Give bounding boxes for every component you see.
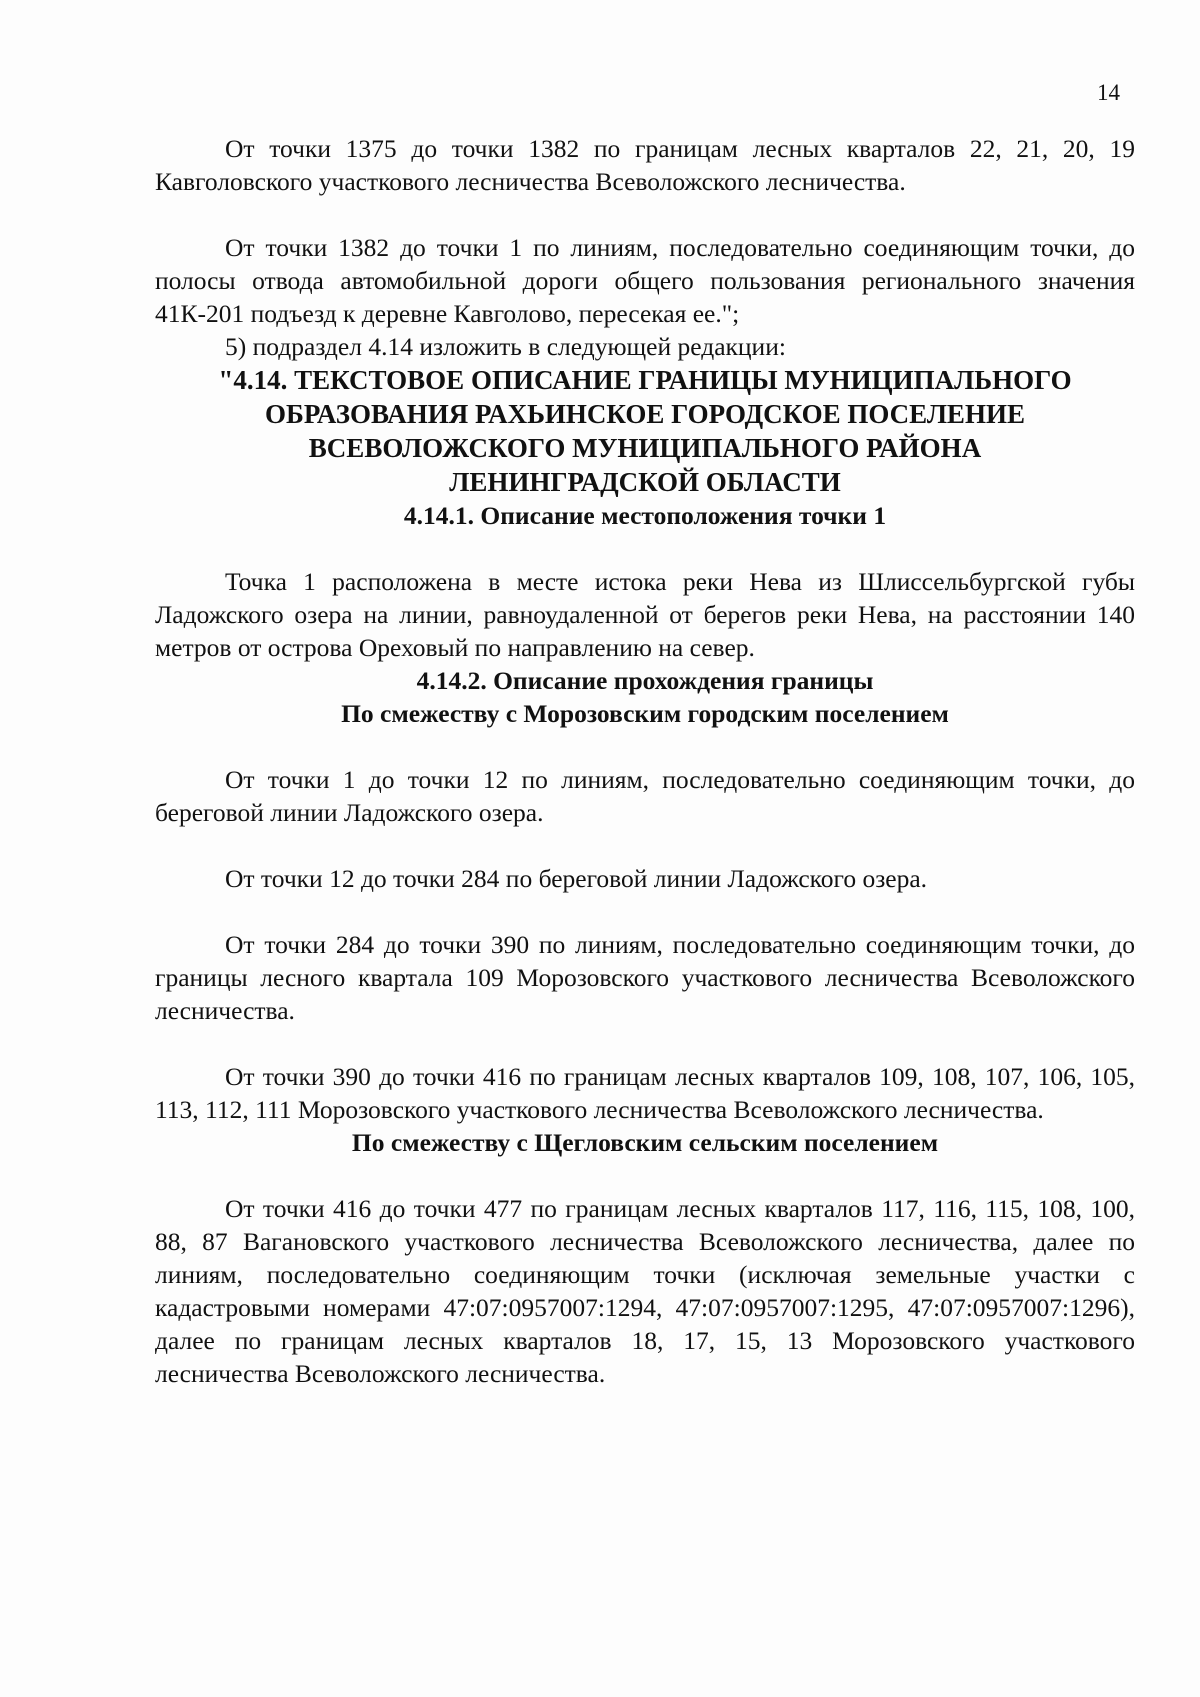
- heading-morozovskoe: По смежеству с Морозовским городским поселением: [341, 699, 949, 728]
- paragraph-morozovskoe-2: От точки 12 до точки 284 по береговой линии Ладожского озера.: [225, 864, 928, 893]
- paragraph-scheglovskoe-1: От точки 416 до точки 477 по границам лесных кварталов 117, 116, 115, 108, 100, 88, 87 Вагановского участкового лесничества Всеволожского лесничества, далее по линиям, последовательно соединяющим точки (исключая земельные участки с кадастровыми номерами 47:07:0957007:1294, 47:07:0957007:1295, 47:07:0957007:1296), далее по границам лесных кварталов 18, 17, 15, 13 Морозовского участкового лесничества Всеволожского лесничества.: [155, 1194, 1135, 1388]
- section-title: [155, 363, 1135, 499]
- title-line-3: ВСЕВОЛОЖСКОГО МУНИЦИПАЛЬНОГО РАЙОНА: [308, 433, 982, 463]
- heading-scheglovskoe: По смежеству с Щегловским сельским поселением: [351, 1128, 939, 1157]
- title-line-2: ОБРАЗОВАНИЯ РАХЬИНСКОЕ ГОРОДСКОЕ ПОСЕЛЕНИЕ: [265, 399, 1025, 429]
- paragraph-intro-2: От точки 1382 до точки 1 по линиям, последовательно соединяющим точки, до полосы отвода автомобильной дороги общего пользования регионального значения 41К-201 подъезд к деревне Кавголово, пересекая ее.";: [155, 233, 1135, 328]
- paragraph-morozovskoe-3: От точки 284 до точки 390 по линиям, последовательно соединяющим точки, до границы лесного квартала 109 Морозовского участкового лесничества Всеволожского лесничества.: [155, 930, 1135, 1025]
- paragraph-morozovskoe-1: От точки 1 до точки 12 по линиям, последовательно соединяющим точки, до береговой линии Ладожского озера.: [155, 765, 1135, 827]
- paragraph-point-1: Точка 1 расположена в месте истока реки Нева из Шлиссельбургской губы Ладожского озера на линии, равноудаленной от берегов реки Нева, на расстоянии 140 метров от острова Ореховый по направлению на север.: [155, 567, 1135, 662]
- paragraph-intro-1: От точки 1375 до точки 1382 по границам лесных кварталов 22, 21, 20, 19 Кавголовского участкового лесничества Всеволожского лесничества.: [155, 134, 1135, 196]
- title-line-1: "4.14. ТЕКСТОВОЕ ОПИСАНИЕ ГРАНИЦЫ МУНИЦИПАЛЬНОГО: [218, 365, 1072, 395]
- document-body: [155, 132, 1135, 1390]
- paragraph-amendment-item: 5) подраздел 4.14 изложить в следующей редакции:: [225, 332, 786, 361]
- title-line-4: ЛЕНИНГРАДСКОЙ ОБЛАСТИ: [449, 467, 841, 497]
- heading-section-2: 4.14.2. Описание прохождения границы: [416, 666, 874, 695]
- heading-section-1: 4.14.1. Описание местоположения точки 1: [403, 501, 887, 530]
- page-number: 14: [1097, 80, 1120, 105]
- paragraph-morozovskoe-4: От точки 390 до точки 416 по границам лесных кварталов 109, 108, 107, 106, 105, 113, 112, 111 Морозовского участкового лесничества Всеволожского лесничества.: [155, 1062, 1135, 1124]
